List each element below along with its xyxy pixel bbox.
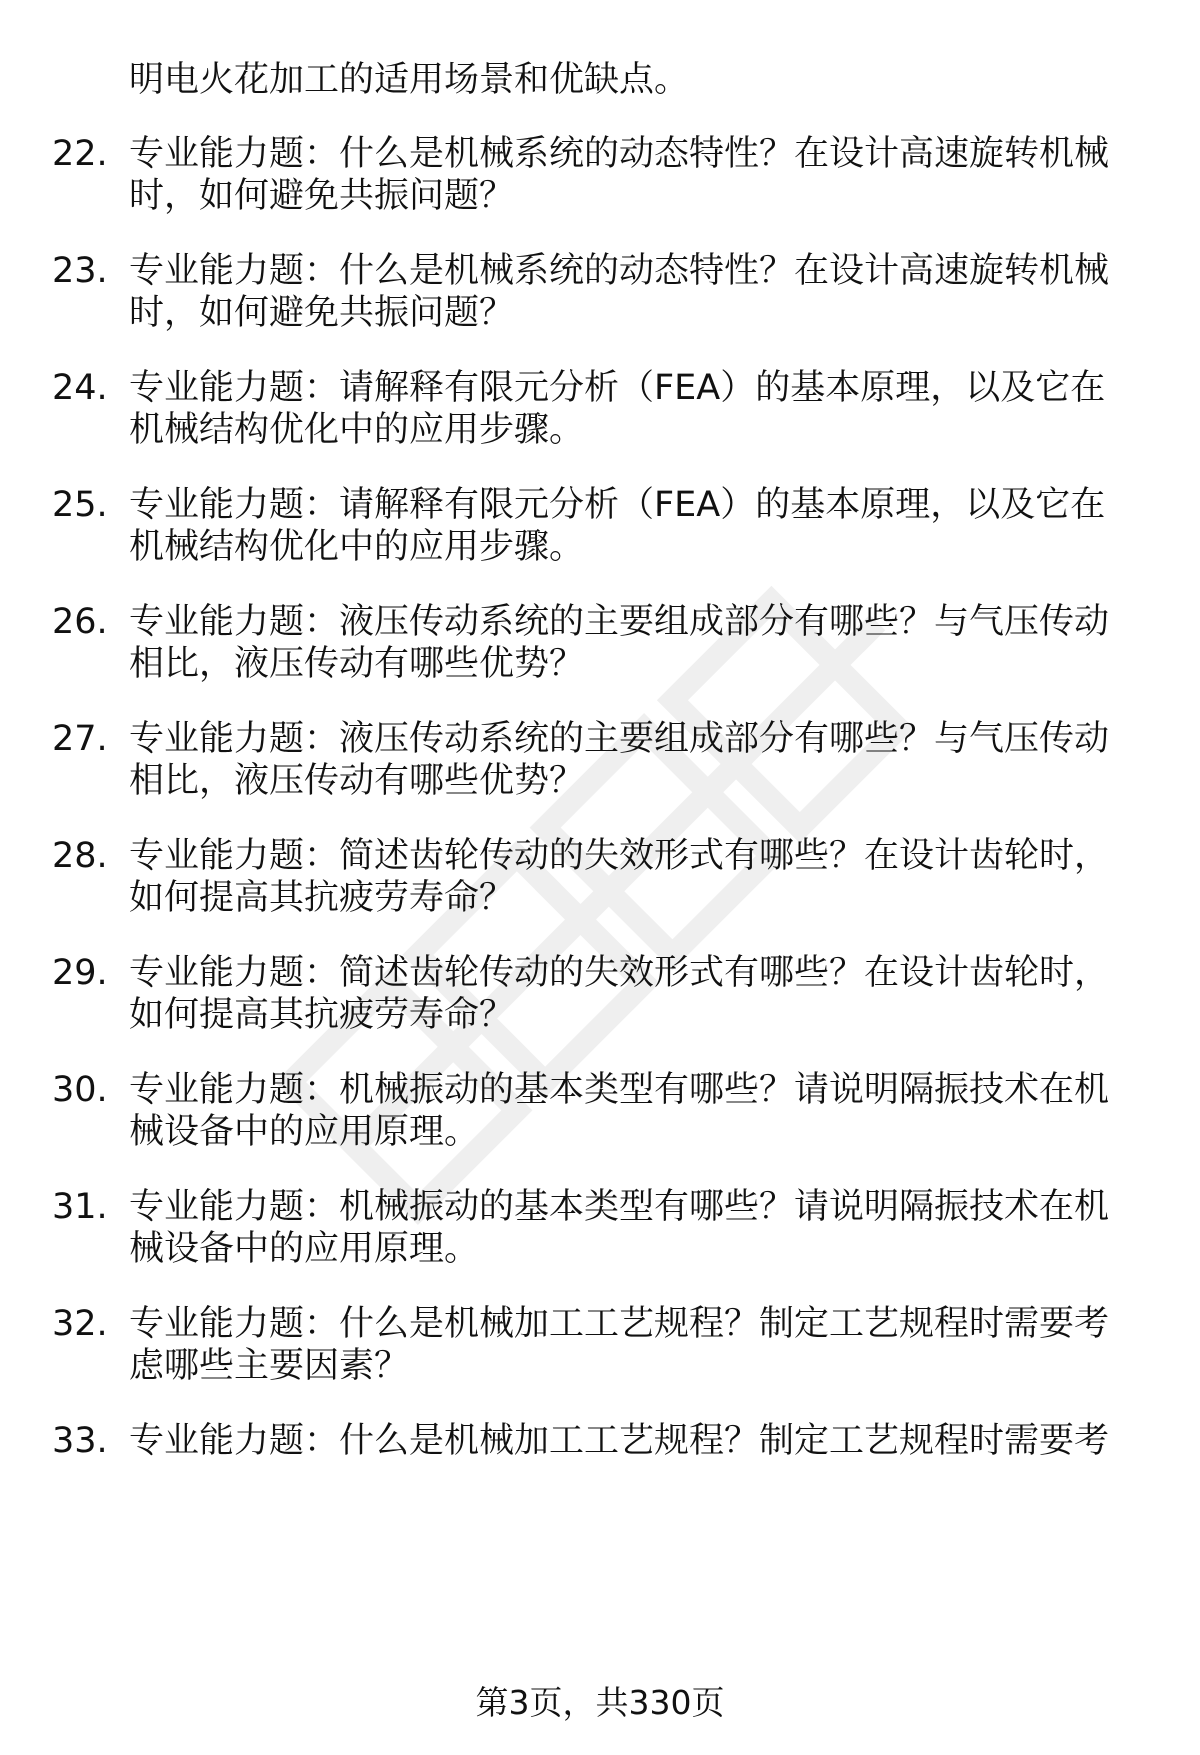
item-number: 32. xyxy=(52,1304,108,1344)
item-text-line1: 专业能力题：什么是机械加工工艺规程？制定工艺规程时需要考 xyxy=(129,1304,1110,1344)
item-text-line1: 专业能力题：请解释有限元分析（FEA）的基本原理，以及它在 xyxy=(129,485,1106,525)
item-number: 33. xyxy=(52,1421,108,1461)
item-text-line1: 专业能力题：液压传动系统的主要组成部分有哪些？与气压传动 xyxy=(129,719,1110,759)
item-text-line1: 专业能力题：液压传动系统的主要组成部分有哪些？与气压传动 xyxy=(129,602,1110,642)
item-number: 27. xyxy=(52,719,108,759)
item-text-line1: 专业能力题：简述齿轮传动的失效形式有哪些？在设计齿轮时， xyxy=(129,836,1110,876)
item-number: 26. xyxy=(52,602,108,642)
item-text-line1: 专业能力题：什么是机械系统的动态特性？在设计高速旋转机械 xyxy=(129,134,1110,174)
item-text-line2: 时，如何避免共振问题？ xyxy=(129,293,515,333)
item-text-line1: 专业能力题：什么是机械系统的动态特性？在设计高速旋转机械 xyxy=(129,251,1110,291)
item-number: 31. xyxy=(52,1187,108,1227)
item-number: 22. xyxy=(52,134,108,174)
item-number: 24. xyxy=(52,368,108,408)
page-footer: 第3页，共330页 xyxy=(475,1683,725,1722)
item-text-line2: 械设备中的应用原理。 xyxy=(129,1112,480,1152)
item-text-line2: 时，如何避免共振问题？ xyxy=(129,176,515,216)
item-number: 28. xyxy=(52,836,108,876)
item-text-line2: 如何提高其抗疲劳寿命？ xyxy=(129,878,515,918)
item-text-line2: 机械结构优化中的应用步骤。 xyxy=(129,410,585,450)
item-number: 25. xyxy=(52,485,108,525)
item-number: 30. xyxy=(52,1070,108,1110)
item-text-line1: 专业能力题：简述齿轮传动的失效形式有哪些？在设计齿轮时， xyxy=(129,953,1110,993)
item-text-line2: 如何提高其抗疲劳寿命？ xyxy=(129,995,515,1035)
item-number: 29. xyxy=(52,953,108,993)
item-number: 23. xyxy=(52,251,108,291)
item-text-line1: 专业能力题：机械振动的基本类型有哪些？请说明隔振技术在机 xyxy=(129,1070,1110,1110)
item-text-line1: 专业能力题：什么是机械加工工艺规程？制定工艺规程时需要考 xyxy=(129,1421,1110,1461)
item-text-line2: 相比，液压传动有哪些优势？ xyxy=(129,761,585,801)
item-text-line2: 虑哪些主要因素？ xyxy=(129,1346,410,1386)
item-text-line1: 专业能力题：机械振动的基本类型有哪些？请说明隔振技术在机 xyxy=(129,1187,1110,1227)
item-text-line2: 相比，液压传动有哪些优势？ xyxy=(129,644,585,684)
item-text-line1: 专业能力题：请解释有限元分析（FEA）的基本原理，以及它在 xyxy=(129,368,1106,408)
item-text-line2: 机械结构优化中的应用步骤。 xyxy=(129,527,585,567)
item-text-line2: 械设备中的应用原理。 xyxy=(129,1229,480,1269)
continuation-line: 明电火花加工的适用场景和优缺点。 xyxy=(129,60,690,100)
